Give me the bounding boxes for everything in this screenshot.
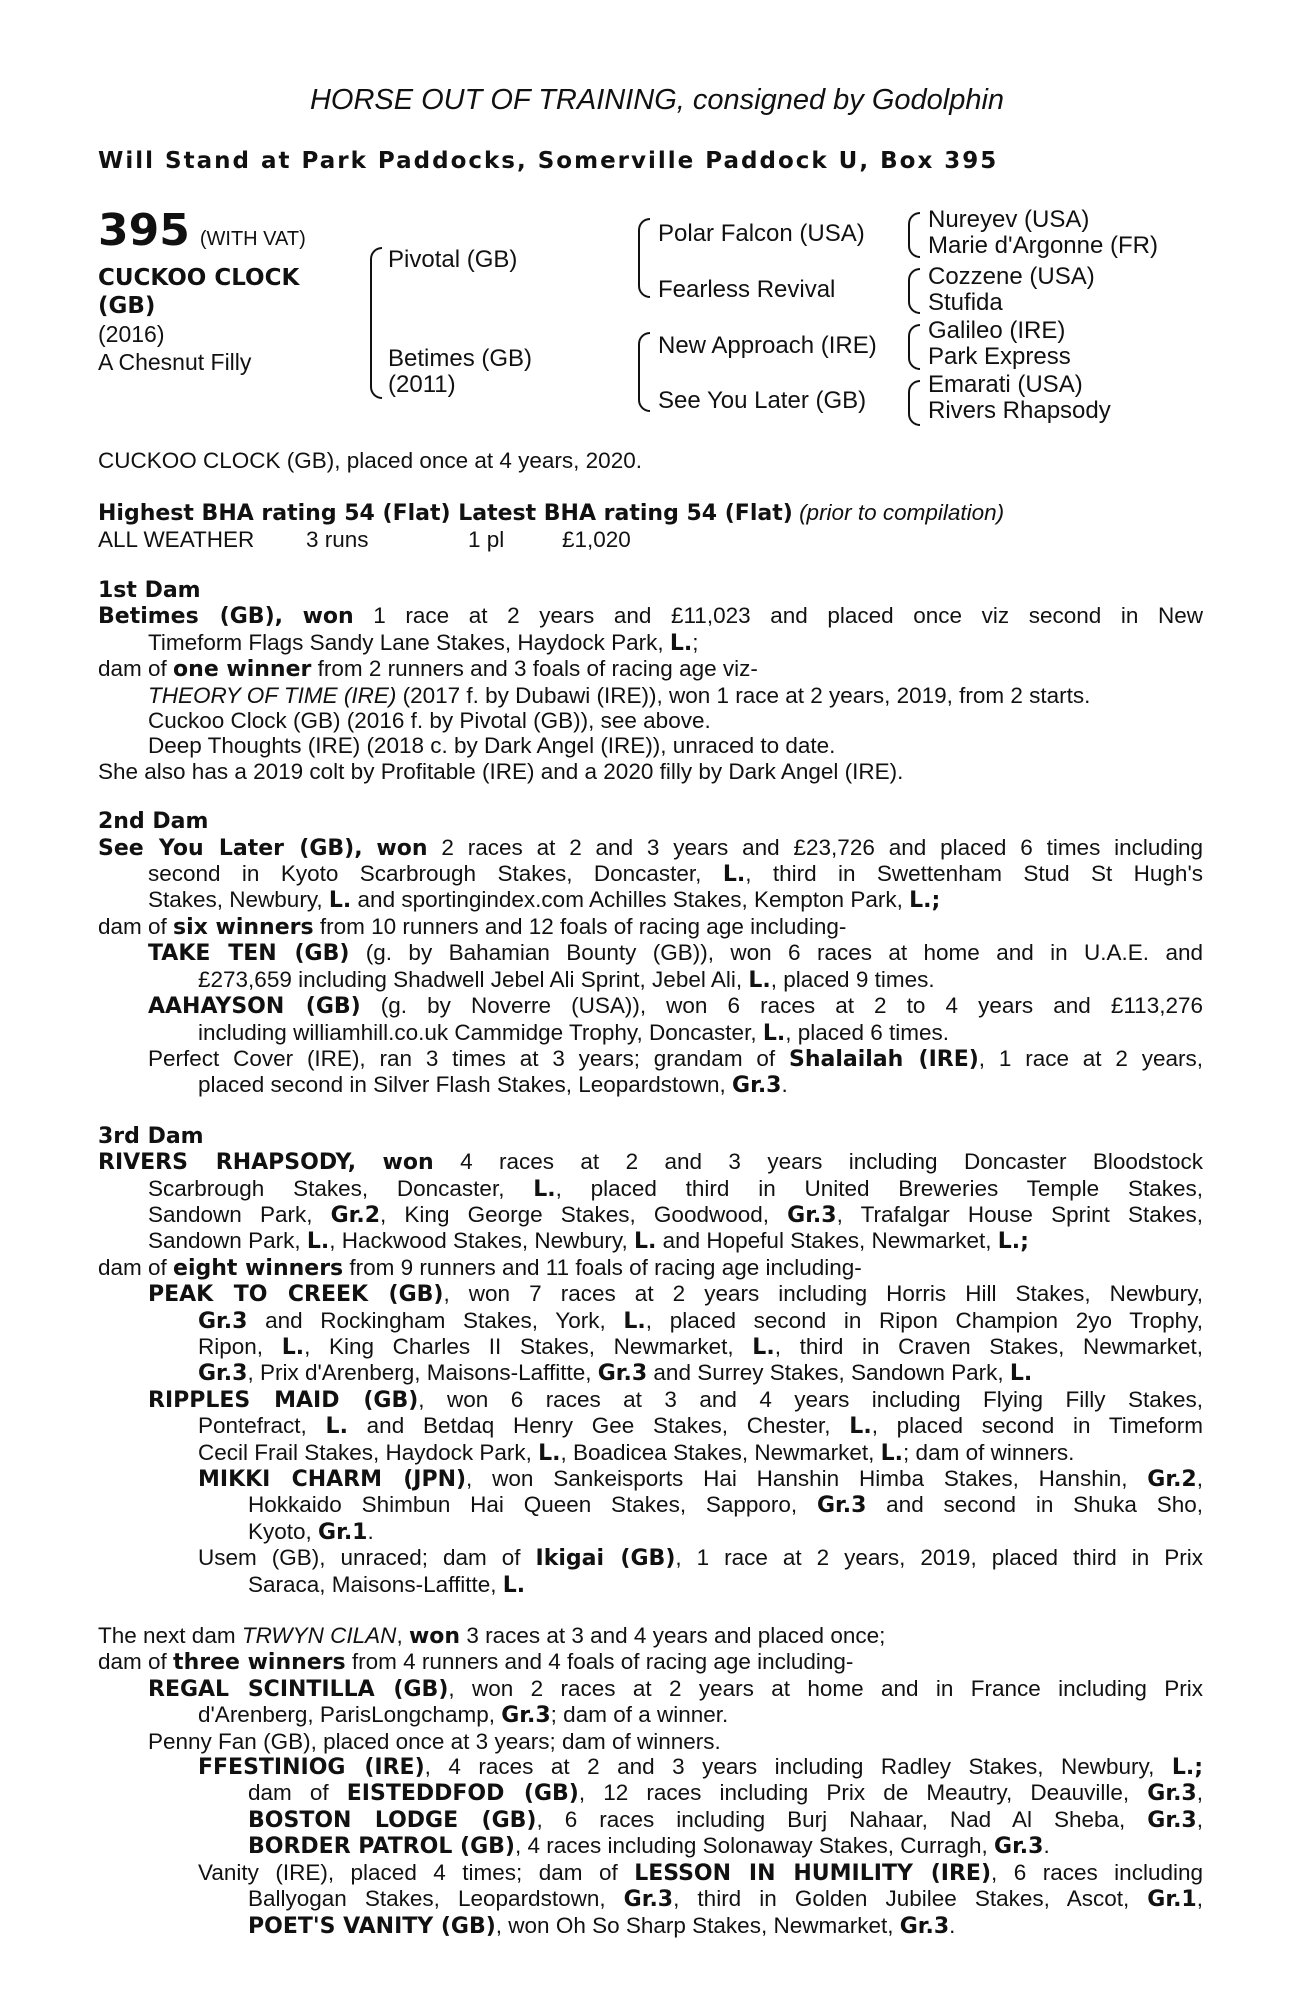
text: , 6 races including Burj Nahaar, Nad Al Sheba, bbox=[536, 1806, 1148, 1832]
text: , 1 race at 2 years, bbox=[978, 1045, 1203, 1071]
text: from 2 runners and 3 foals of racing age viz- bbox=[311, 656, 758, 682]
sire-sire: Polar Falcon (USA) bbox=[658, 220, 865, 247]
progeny-poets-vanity bbox=[98, 1913, 1203, 1939]
grandparent-4: Stufida bbox=[928, 289, 1003, 316]
text: second in Kyoto Scarbrough Stakes, Doncaster, bbox=[148, 861, 723, 887]
text: , won Sankeisports Hai Hanshin Himba Stakes, Hanshin, bbox=[466, 1466, 1148, 1491]
horse-identity bbox=[98, 264, 299, 376]
group-mark: Gr.3 bbox=[787, 1202, 837, 1228]
progeny-peak-to-creek-2 bbox=[98, 1308, 1203, 1334]
progeny-usem-2 bbox=[98, 1572, 1203, 1598]
listed-mark: L. bbox=[328, 888, 352, 914]
horse-description: A Chesnut Filly bbox=[98, 349, 252, 375]
rating-note: (prior to compilation) bbox=[799, 500, 1005, 525]
listed-mark: L. bbox=[502, 1572, 526, 1598]
text: from 10 runners and 12 foals of racing age including- bbox=[313, 913, 847, 939]
text: , Trafalgar House Sprint Stakes, bbox=[836, 1201, 1204, 1227]
text: Scarbrough Stakes, Doncaster, bbox=[148, 1175, 534, 1201]
third-dam-heading: 3rd Dam bbox=[98, 1123, 204, 1149]
listed-mark: L. bbox=[325, 1414, 348, 1440]
text: 3 races at 3 and 4 years and placed once; bbox=[460, 1623, 886, 1649]
text: and Hopeful Stakes, Newmarket, bbox=[656, 1228, 998, 1254]
grandparent-8: Rivers Rhapsody bbox=[928, 397, 1111, 424]
progeny-name: BORDER PATROL (GB) bbox=[248, 1834, 515, 1860]
group-mark: Gr.3 bbox=[816, 1493, 867, 1519]
listed-mark: L. bbox=[748, 967, 771, 993]
winners-count: eight winners bbox=[173, 1255, 344, 1281]
text: , Prix d'Arenberg, Maisons-Laffitte, bbox=[247, 1360, 598, 1386]
text: Kyoto, bbox=[248, 1518, 319, 1544]
text: , third in Craven Stakes, Newmarket, bbox=[774, 1333, 1204, 1359]
text: Hokkaido Shimbun Hai Queen Stakes, Sapporo, bbox=[248, 1492, 817, 1518]
group-mark: Gr.3 bbox=[501, 1703, 551, 1729]
third-dam-record-1 bbox=[98, 1149, 1203, 1175]
text: . bbox=[367, 1518, 374, 1544]
won-label: won bbox=[408, 1624, 461, 1650]
progeny-vanity-1 bbox=[98, 1860, 1203, 1886]
horse-year: (2016) bbox=[98, 321, 165, 347]
text: , placed third in United Breweries Temple Stakes, bbox=[555, 1175, 1203, 1201]
text: , won Oh So Sharp Stakes, Newmarket, bbox=[495, 1912, 900, 1938]
progeny-aahayson-1 bbox=[98, 993, 1203, 1019]
progeny-perfect-cover-1 bbox=[98, 1046, 1203, 1072]
text: Stakes, Newbury, bbox=[148, 887, 329, 913]
progeny-regal-scintilla-2 bbox=[98, 1702, 1203, 1728]
progeny-ripples-maid-3 bbox=[98, 1440, 1203, 1466]
text: , 12 races including Prix de Meautry, Deauville, bbox=[578, 1780, 1148, 1806]
horse-name: CUCKOO CLOCK bbox=[98, 265, 300, 291]
text: (g. by Noverre (USA)), won 6 races at 2 to 4 years and £113,276 bbox=[360, 993, 1203, 1019]
winners-count: one winner bbox=[173, 657, 312, 683]
horse-origin: (GB) bbox=[98, 293, 156, 319]
progeny-name: BOSTON LODGE (GB) bbox=[248, 1807, 537, 1833]
listed-mark: L. bbox=[722, 862, 746, 888]
text: , 4 races at 2 and 3 years including Radley Stakes, Newbury, bbox=[424, 1754, 1172, 1780]
dam-sire: New Approach (IRE) bbox=[658, 332, 877, 359]
first-dam-heading: 1st Dam bbox=[98, 578, 201, 603]
comma-mark: , bbox=[354, 835, 363, 861]
text: dam of bbox=[98, 656, 174, 682]
progeny-mikki-charm-3 bbox=[98, 1519, 1203, 1545]
text: Saraca, Maisons-Laffitte, bbox=[248, 1571, 503, 1597]
listed-mark: L. bbox=[880, 1440, 904, 1466]
vat-label: (WITH VAT) bbox=[199, 228, 306, 250]
g-brace-1 bbox=[908, 212, 920, 258]
text: , third in Swettenham Stud St Hugh's bbox=[745, 861, 1203, 887]
next-dam-produce bbox=[98, 1649, 1203, 1675]
text: , 4 races including Solonaway Stakes, Curragh, bbox=[515, 1833, 995, 1859]
pedigree-notes bbox=[98, 578, 1203, 1939]
progeny-peak-to-creek-3 bbox=[98, 1334, 1203, 1360]
text: , third in Golden Jubilee Stakes, Ascot, bbox=[673, 1886, 1148, 1912]
progeny-name: Ikigai (GB) bbox=[535, 1546, 676, 1572]
group-mark: Gr.3 bbox=[198, 1308, 248, 1334]
rating-line bbox=[98, 500, 1004, 526]
surface-label: ALL WEATHER bbox=[98, 527, 255, 552]
third-dam-record-4 bbox=[98, 1228, 1203, 1254]
group-mark: Gr.3 bbox=[1147, 1807, 1197, 1833]
text: Ripon, bbox=[198, 1333, 282, 1359]
text: Vanity (IRE), placed 4 times; dam of bbox=[198, 1859, 635, 1885]
text: , 1 race at 2 years, 2019, placed third in Prix bbox=[675, 1545, 1203, 1571]
listed-mark: L. bbox=[633, 1229, 657, 1255]
text: from 9 runners and 11 foals of racing age including- bbox=[343, 1254, 862, 1280]
text: 2 races at 2 and 3 years and £23,726 and placed 6 times including bbox=[441, 834, 1203, 860]
group-mark: Gr.3 bbox=[597, 1361, 648, 1387]
progeny-name: EISTEDDFOD (GB) bbox=[346, 1781, 579, 1807]
text: Cecil Frail Stakes, Haydock Park, bbox=[198, 1439, 539, 1465]
grandparent-1: Nureyev (USA) bbox=[928, 206, 1090, 233]
foal-name: THEORY OF TIME (IRE) bbox=[148, 682, 397, 708]
listed-mark: L. bbox=[762, 1020, 786, 1046]
grandparent-3: Cozzene (USA) bbox=[928, 263, 1095, 290]
progeny-name: REGAL SCINTILLA (GB) bbox=[148, 1676, 449, 1702]
text: , bbox=[396, 1623, 403, 1649]
g-brace-3 bbox=[908, 324, 920, 370]
text: , King George Stakes, Goodwood, bbox=[380, 1201, 788, 1227]
text: , won 2 races at 2 years at home and in France including Prix bbox=[448, 1675, 1204, 1701]
sire-dam-brace bbox=[370, 247, 382, 399]
progeny-boston-lodge bbox=[98, 1807, 1203, 1833]
text: ; bbox=[692, 629, 699, 655]
listed-mark: L. bbox=[623, 1308, 646, 1334]
group-mark: Gr.3 bbox=[994, 1834, 1044, 1860]
g-brace-4 bbox=[908, 380, 920, 426]
first-dam-name: Betimes (GB) bbox=[98, 604, 275, 630]
progeny-take-ten-1 bbox=[98, 940, 1203, 966]
won-label: won bbox=[302, 604, 354, 630]
progeny-name: POET'S VANITY (GB) bbox=[248, 1913, 496, 1939]
listed-mark: L. bbox=[669, 630, 693, 656]
sire: Pivotal (GB) bbox=[388, 246, 518, 273]
text: (2017 f. by Dubawi (IRE)), won 1 race at 2 years, 2019, from 2 starts. bbox=[396, 682, 1091, 708]
progeny-mikki-charm-1 bbox=[98, 1466, 1203, 1492]
grandparent-2: Marie d'Argonne (FR) bbox=[928, 232, 1158, 259]
dam: Betimes (GB) bbox=[388, 345, 533, 372]
text: ; dam of winners. bbox=[903, 1439, 1075, 1465]
second-dam-record-1 bbox=[98, 835, 1203, 861]
text: 4 races at 2 and 3 years including Doncaster Bloodstock bbox=[460, 1149, 1203, 1175]
text: , bbox=[1196, 1886, 1203, 1912]
group-mark: Gr.2 bbox=[1147, 1467, 1197, 1492]
text: dam of bbox=[98, 1649, 174, 1675]
winners-count: three winners bbox=[173, 1650, 346, 1676]
first-dam-produce bbox=[98, 656, 1203, 682]
text: , placed second in Timeform bbox=[871, 1413, 1203, 1439]
text: , King Charles II Stakes, Newmarket, bbox=[304, 1333, 753, 1359]
progeny-take-ten-2 bbox=[98, 967, 1203, 993]
listed-mark: L.; bbox=[909, 888, 941, 914]
progeny-name: MIKKI CHARM (JPN) bbox=[198, 1467, 467, 1492]
earnings: £1,020 bbox=[562, 527, 631, 552]
text: and Surrey Stakes, Sandown Park, bbox=[647, 1360, 1010, 1386]
text: Usem (GB), unraced; dam of bbox=[198, 1545, 536, 1571]
text: , bbox=[1196, 1780, 1203, 1806]
text: Perfect Cover (IRE), ran 3 times at 3 years; grandam of bbox=[148, 1045, 789, 1071]
text: Sandown Park, bbox=[148, 1201, 331, 1227]
g-brace-2 bbox=[908, 268, 920, 314]
group-mark: Gr.3 bbox=[623, 1887, 674, 1913]
dam-parents-brace bbox=[638, 332, 650, 412]
text: and sportingindex.com Achilles Stakes, Kempton Park, bbox=[351, 887, 910, 913]
text: Ballyogan Stakes, Leopardstown, bbox=[248, 1886, 624, 1912]
progeny-name: Shalailah (IRE) bbox=[788, 1046, 979, 1072]
text: d'Arenberg, ParisLongchamp, bbox=[198, 1702, 502, 1728]
text: placed second in Silver Flash Stakes, Leopardstown, bbox=[198, 1072, 733, 1098]
text: , bbox=[1196, 1806, 1203, 1832]
text: Pontefract, bbox=[198, 1413, 326, 1439]
consignment-line: HORSE OUT OF TRAINING, consigned by Godolphin bbox=[309, 84, 1005, 116]
dam-dam: See You Later (GB) bbox=[658, 387, 867, 414]
comma-mark: , bbox=[274, 604, 283, 630]
progeny-ffestiniog bbox=[98, 1754, 1203, 1780]
progeny-ripples-maid-2 bbox=[98, 1413, 1203, 1439]
sire-dam: Fearless Revival bbox=[658, 276, 836, 303]
text: , bbox=[1196, 1466, 1203, 1491]
group-mark: Gr.2 bbox=[330, 1202, 381, 1228]
text: Sandown Park, bbox=[148, 1228, 307, 1254]
text: . bbox=[949, 1912, 956, 1938]
winners-count: six winners bbox=[173, 914, 314, 940]
text: and Betdaq Henry Gee Stakes, Chester, bbox=[347, 1413, 850, 1439]
second-dam-produce bbox=[98, 914, 1203, 940]
listed-mark: L. bbox=[849, 1414, 872, 1440]
group-mark: Gr.3 bbox=[732, 1073, 782, 1099]
first-dam-record-2 bbox=[98, 630, 1203, 656]
third-dam-name: RIVERS RHAPSODY bbox=[98, 1150, 348, 1176]
text: , placed second in Ripon Champion 2yo Trophy, bbox=[645, 1307, 1203, 1333]
text: dam of bbox=[248, 1780, 347, 1806]
progeny-border-patrol bbox=[98, 1833, 1203, 1859]
text: , won 7 races at 2 years including Horris Hill Stakes, Newbury, bbox=[443, 1281, 1203, 1307]
group-mark: Gr.1 bbox=[318, 1519, 368, 1545]
placings-count: 1 pl bbox=[468, 527, 505, 552]
text: . bbox=[1043, 1833, 1050, 1859]
lot-number-value: 395 bbox=[98, 205, 190, 256]
progeny-name: TAKE TEN (GB) bbox=[148, 941, 350, 967]
group-mark: Gr.3 bbox=[899, 1913, 950, 1939]
progeny-regal-scintilla-1 bbox=[98, 1676, 1203, 1702]
listed-mark: L.; bbox=[997, 1229, 1029, 1255]
text: , placed 6 times. bbox=[785, 1019, 950, 1045]
sire-parents-brace bbox=[638, 218, 650, 298]
text: (g. by Bahamian Bounty (GB)), won 6 races at home and in U.A.E. and bbox=[349, 940, 1203, 966]
grandparent-7: Emarati (USA) bbox=[928, 371, 1083, 398]
first-dam-note: She also has a 2019 colt by Profitable (IRE) and a 2020 filly by Dark Angel (IRE). bbox=[98, 758, 904, 784]
progeny-peak-to-creek-1 bbox=[98, 1281, 1203, 1307]
text: from 4 runners and 4 foals of racing age including- bbox=[345, 1649, 854, 1675]
foal-deep-thoughts: Deep Thoughts (IRE) (2018 c. by Dark Angel (IRE)), unraced to date. bbox=[148, 733, 836, 759]
text: . bbox=[781, 1072, 788, 1098]
progeny-name: PEAK TO CREEK (GB) bbox=[148, 1282, 444, 1308]
won-label: won bbox=[376, 835, 428, 861]
text: , 6 races including bbox=[991, 1859, 1203, 1885]
dam-year: (2011) bbox=[388, 371, 456, 398]
listed-mark: L. bbox=[281, 1334, 305, 1360]
progeny-perfect-cover-2 bbox=[98, 1072, 1203, 1098]
progeny-name: AAHAYSON (GB) bbox=[148, 994, 361, 1020]
third-dam-produce bbox=[98, 1255, 1203, 1281]
group-mark: Gr.1 bbox=[1147, 1887, 1197, 1913]
progeny-peak-to-creek-4 bbox=[98, 1360, 1203, 1386]
foal-theory-of-time bbox=[98, 683, 1203, 708]
listed-mark: L. bbox=[752, 1334, 775, 1360]
listed-mark: L. bbox=[533, 1176, 556, 1202]
text: £273,659 including Shadwell Jebel Ali Sprint, Jebel Ali, bbox=[198, 966, 749, 992]
progeny-penny-fan: Penny Fan (GB), placed once at 3 years; dam of winners. bbox=[148, 1728, 721, 1754]
lot-number bbox=[98, 205, 306, 256]
next-dam-record bbox=[98, 1623, 1203, 1649]
text: and Rockingham Stakes, York, bbox=[247, 1307, 624, 1333]
progeny-vanity-2 bbox=[98, 1886, 1203, 1912]
comma-mark: , bbox=[347, 1150, 357, 1176]
won-label: won bbox=[382, 1150, 434, 1176]
text: and second in Shuka Sho, bbox=[866, 1492, 1203, 1518]
third-dam-record-2 bbox=[98, 1176, 1203, 1202]
progeny-mikki-charm-2 bbox=[98, 1492, 1203, 1518]
race-summary: CUCKOO CLOCK (GB), placed once at 4 years, 2020. bbox=[98, 448, 642, 473]
text: Timeform Flags Sandy Lane Stakes, Haydock Park, bbox=[148, 629, 670, 655]
second-dam-heading: 2nd Dam bbox=[98, 809, 209, 835]
runs-count: 3 runs bbox=[306, 527, 369, 552]
listed-mark: L. bbox=[538, 1440, 561, 1466]
progeny-name: FFESTINIOG (IRE) bbox=[198, 1755, 425, 1781]
listed-mark: L. bbox=[1009, 1361, 1033, 1387]
listed-mark: L. bbox=[306, 1229, 330, 1255]
foal-cuckoo-clock: Cuckoo Clock (GB) (2016 f. by Pivotal (GB)), see above. bbox=[148, 708, 711, 734]
text: The next dam bbox=[98, 1623, 242, 1649]
group-mark: Gr.3 bbox=[198, 1361, 248, 1387]
text: dam of bbox=[98, 1254, 174, 1280]
progeny-usem-1 bbox=[98, 1545, 1203, 1571]
text: , won 6 races at 3 and 4 years including Flying Filly Stakes, bbox=[418, 1386, 1203, 1412]
third-dam-record-3 bbox=[98, 1202, 1203, 1228]
text: dam of bbox=[98, 913, 174, 939]
first-dam-record-text: 1 race at 2 years and £11,023 and placed once viz second in New bbox=[373, 603, 1203, 629]
first-dam-record-1 bbox=[98, 603, 1203, 629]
rating-text: Highest BHA rating 54 (Flat) Latest BHA rating 54 (Flat) bbox=[98, 501, 793, 526]
text: including williamhill.co.uk Cammidge Trophy, Doncaster, bbox=[198, 1019, 763, 1045]
text: , placed 9 times. bbox=[770, 966, 935, 992]
text: ; dam of a winner. bbox=[550, 1702, 729, 1728]
progeny-ripples-maid-1 bbox=[98, 1387, 1203, 1413]
group-mark: Gr.3 bbox=[1147, 1781, 1197, 1807]
progeny-aahayson-2 bbox=[98, 1020, 1203, 1046]
progeny-name: LESSON IN HUMILITY (IRE) bbox=[634, 1860, 992, 1886]
progeny-name: RIPPLES MAID (GB) bbox=[148, 1387, 419, 1413]
text: , Hackwood Stakes, Newbury, bbox=[329, 1228, 634, 1254]
listed-mark: L.; bbox=[1171, 1755, 1203, 1781]
text: , Boadicea Stakes, Newmarket, bbox=[560, 1439, 881, 1465]
second-dam-record-2 bbox=[98, 861, 1203, 887]
second-dam-record-3 bbox=[98, 887, 1203, 913]
stand-location: Will Stand at Park Paddocks, Somerville Paddock U, Box 395 bbox=[98, 148, 999, 174]
second-dam-name: See You Later (GB) bbox=[98, 835, 355, 861]
next-dam-name: TRWYN CILAN bbox=[241, 1623, 397, 1649]
grandparent-6: Park Express bbox=[928, 343, 1071, 370]
grandparent-5: Galileo (IRE) bbox=[928, 317, 1066, 344]
progeny-eisteddfod bbox=[98, 1780, 1203, 1806]
